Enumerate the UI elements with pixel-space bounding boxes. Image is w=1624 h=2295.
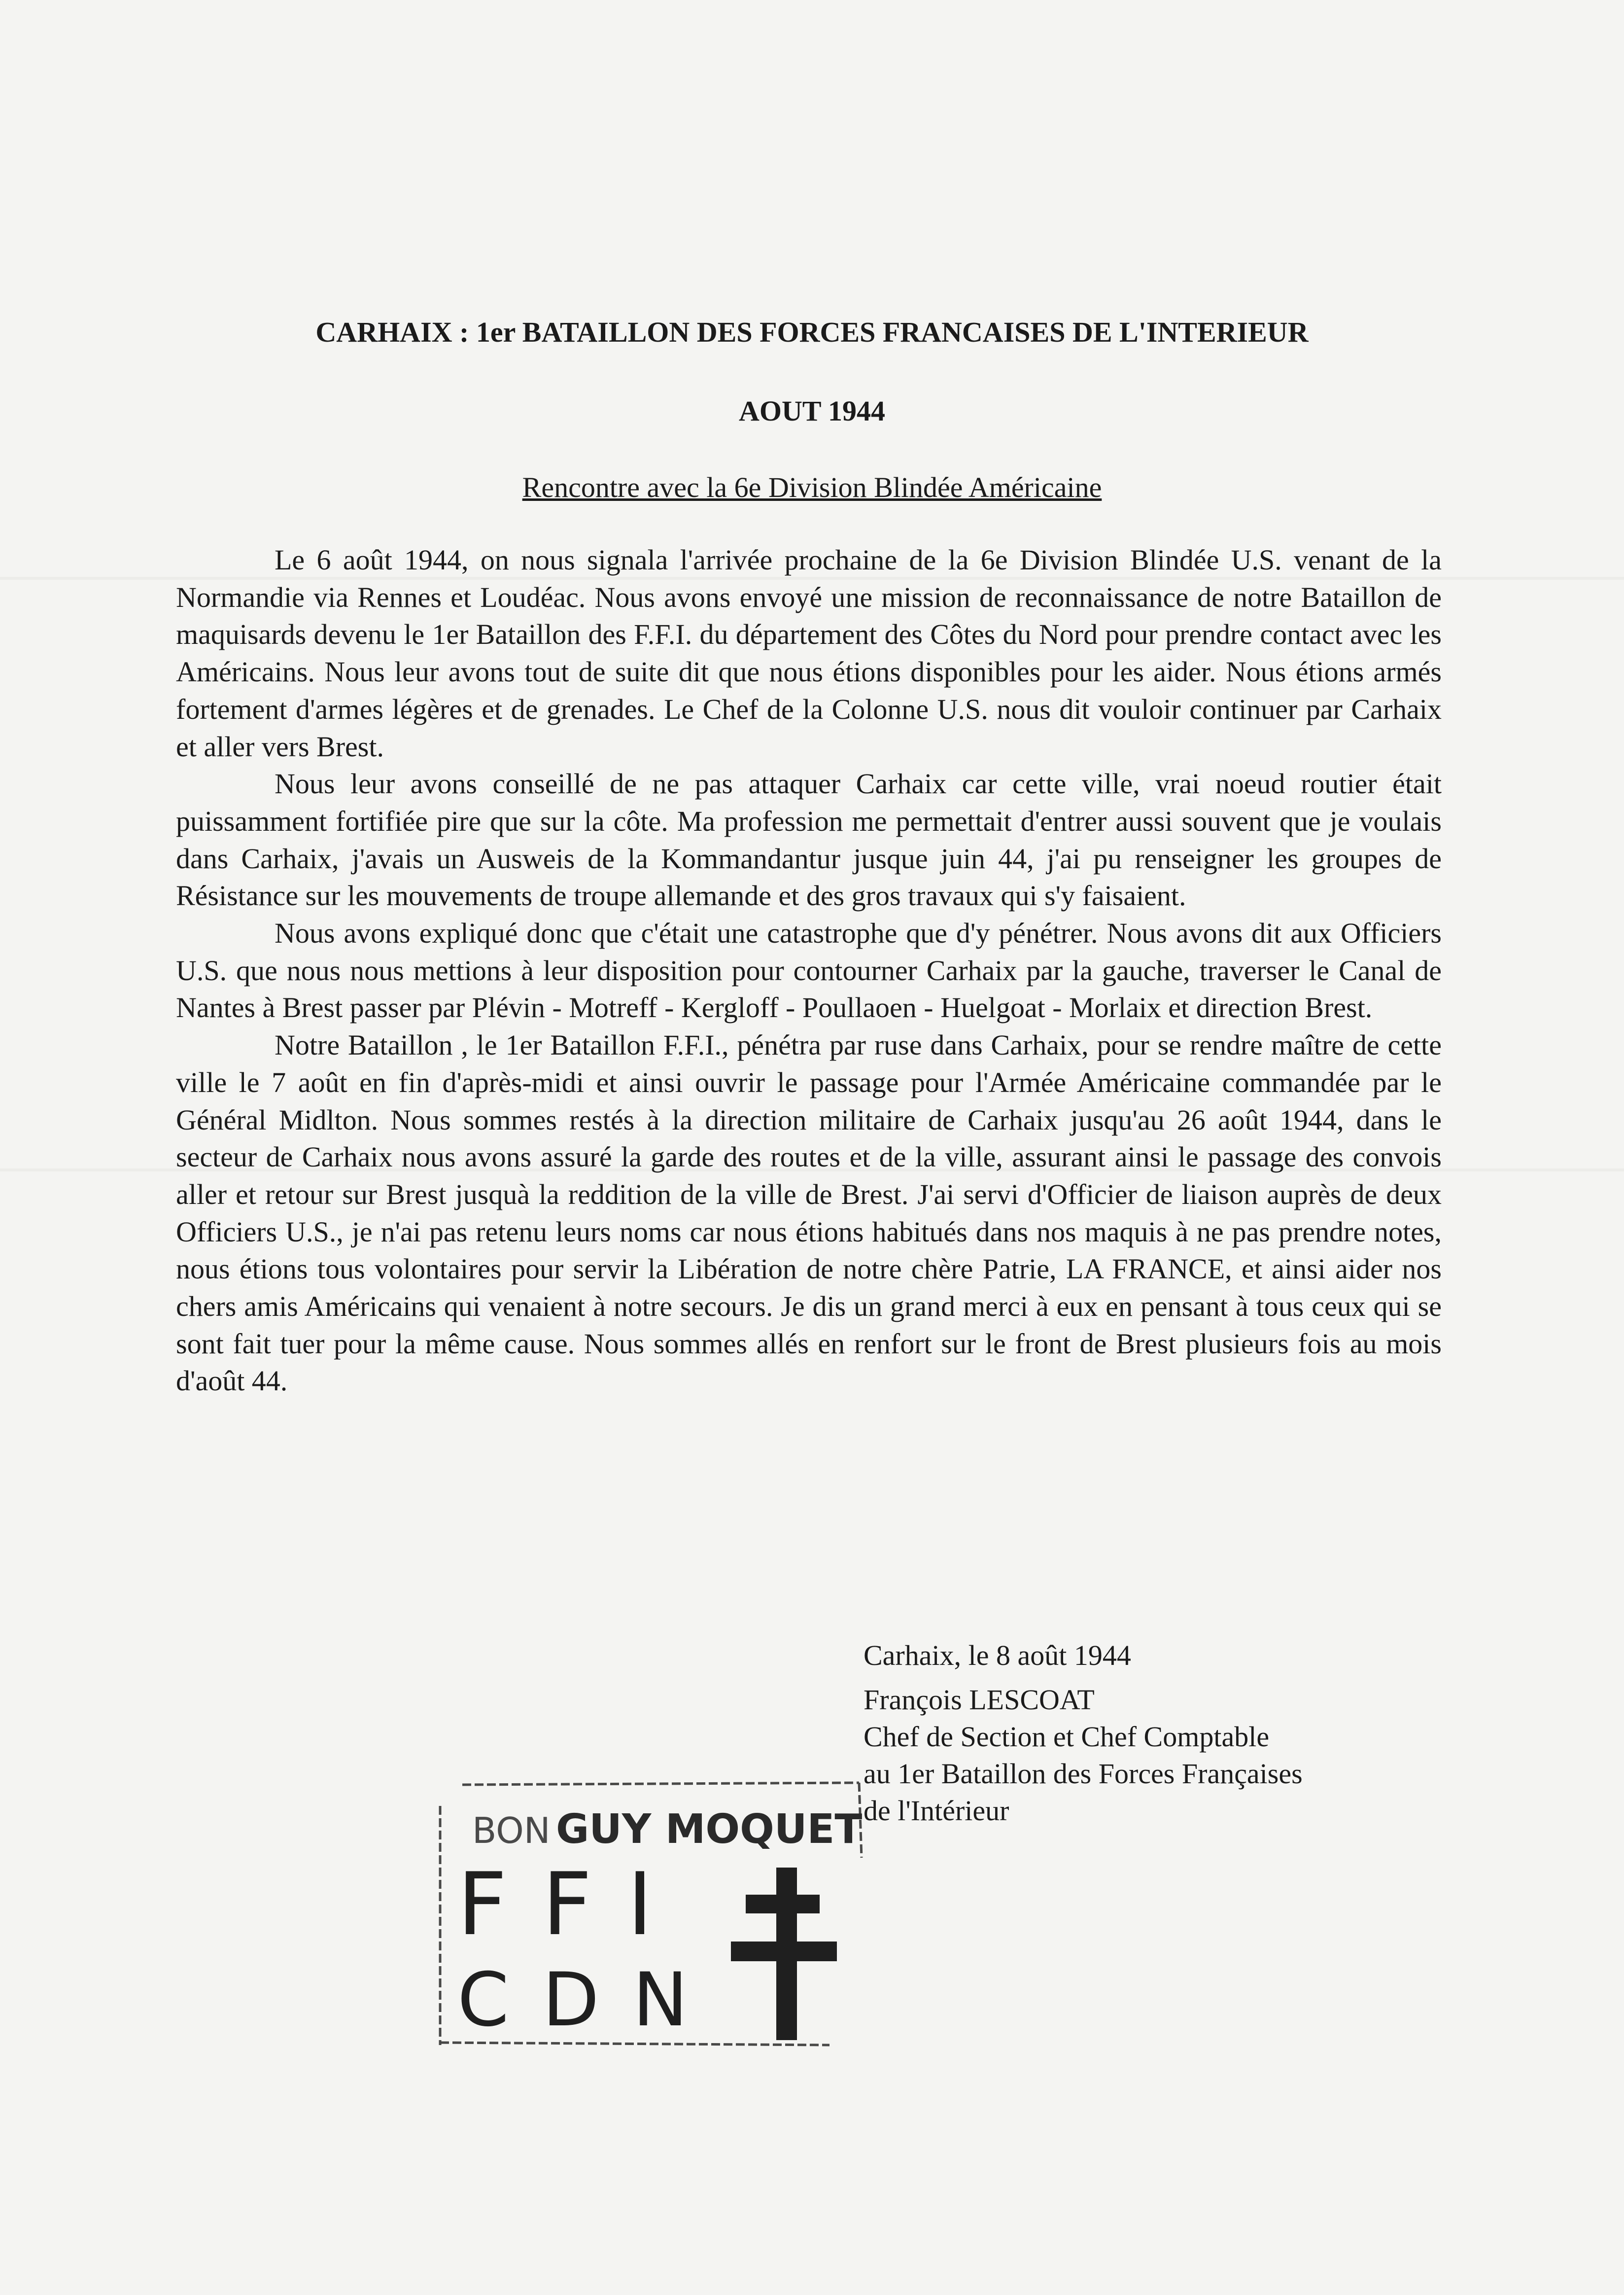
paragraph: Nous avons expliqué donc que c'était une catastrophe que d'y pénétrer. Nous avons dit aux Officiers U.S. que nous nous mettions à leur disposition pour contourner Carhaix par la gauche, traverser le Canal de Nantes à Brest passer par Plévin - Motreff - Kergloff - Poullaoen - Huelgoat - Morlaix et direction Brest. (176, 917, 1442, 1024)
letter-body (176, 541, 1442, 1400)
signatory-role: Chef de Section et Chef Comptable (864, 1721, 1270, 1753)
signatory-name: François LESCOAT (864, 1684, 1095, 1716)
signature-block (864, 1681, 1303, 1829)
document-title: CARHAIX : 1er BATAILLON DES FORCES FRANCAISES DE L'INTERIEUR (315, 316, 1309, 348)
stamp-cdn: C D N (457, 1957, 693, 2043)
date-heading: AOUT 1944 (738, 395, 886, 427)
stamp-ffi: F F I (457, 1855, 657, 1955)
signatory-role: au 1er Bataillon des Forces Françaises (864, 1758, 1303, 1790)
paragraph: Le 6 août 1944, on nous signala l'arrivée prochaine de la 6e Division Blindée U.S. venant de la Normandie via Rennes et Loudéac. Nous avons envoyé une mission de reconnaissance de notre Bataillon de maquisards devenu le 1er Bataillon des F.F.I. du département des Côtes du Nord pour prendre contact avec les Américains. Nous leur avons tout de suite dit que nous étions disponibles pour les aider. Nous étions armés fortement d'armes légères et de grenades. Le Chef de la Colonne U.S. nous dit vouloir continuer par Carhaix et aller vers Brest. (176, 544, 1442, 763)
signatory-role: de l'Intérieur (864, 1795, 1009, 1827)
document-subtitle: Rencontre avec la 6e Division Blindée Américaine (522, 471, 1102, 503)
paragraph: Nous leur avons conseillé de ne pas attaquer Carhaix car cette ville, vrai noeud routier était puissamment fortifiée pire que sur la côte. Ma profession me permettait d'entrer aussi souvent que je voulais dans Carhaix, j'avais un Ausweis de la Kommandantur jusque juin 44, j'ai pu renseigner les groupes de Résistance sur les mouvements de troupe allemande et des gros travaux qui s'y faisaient. (176, 768, 1442, 912)
ffi-stamp (435, 1779, 864, 2050)
place-date: Carhaix, le 8 août 1944 (864, 1639, 1131, 1671)
cross-of-lorraine-icon (731, 1868, 837, 2040)
stamp-name: GUY MOQUET (556, 1806, 863, 1853)
stamp-prefix: BON (472, 1810, 551, 1851)
paragraph: Notre Bataillon , le 1er Bataillon F.F.I., pénétra par ruse dans Carhaix, pour se rendre maître de cette ville le 7 août en fin d'après-midi et ainsi ouvrir le passage pour l'Armée Américaine commandée par le Général Midlton. Nous sommes restés à la direction militaire de Carhaix jusqu'au 26 août 1944, dans le secteur de Carhaix nous avons assuré la garde des routes et de la ville, assurant ainsi le passage des convois aller et retour sur Brest jusquà la reddition de la ville de Brest. J'ai servi d'Officier de liaison auprès de deux Officiers U.S., je n'ai pas retenu leurs noms car nous étions habitués dans nos maquis à ne pas prendre notes, nous étions tous volontaires pour servir la Libération de notre chère Patrie, LA FRANCE, et ainsi aider nos chers amis Américains qui venaient à notre secours. Je dis un grand merci à eux en pensant à tous ceux qui se sont fait tuer pour la même cause. Nous sommes allés en renfort sur le front de Brest plusieurs fois au mois d'août 44. (176, 1029, 1442, 1397)
